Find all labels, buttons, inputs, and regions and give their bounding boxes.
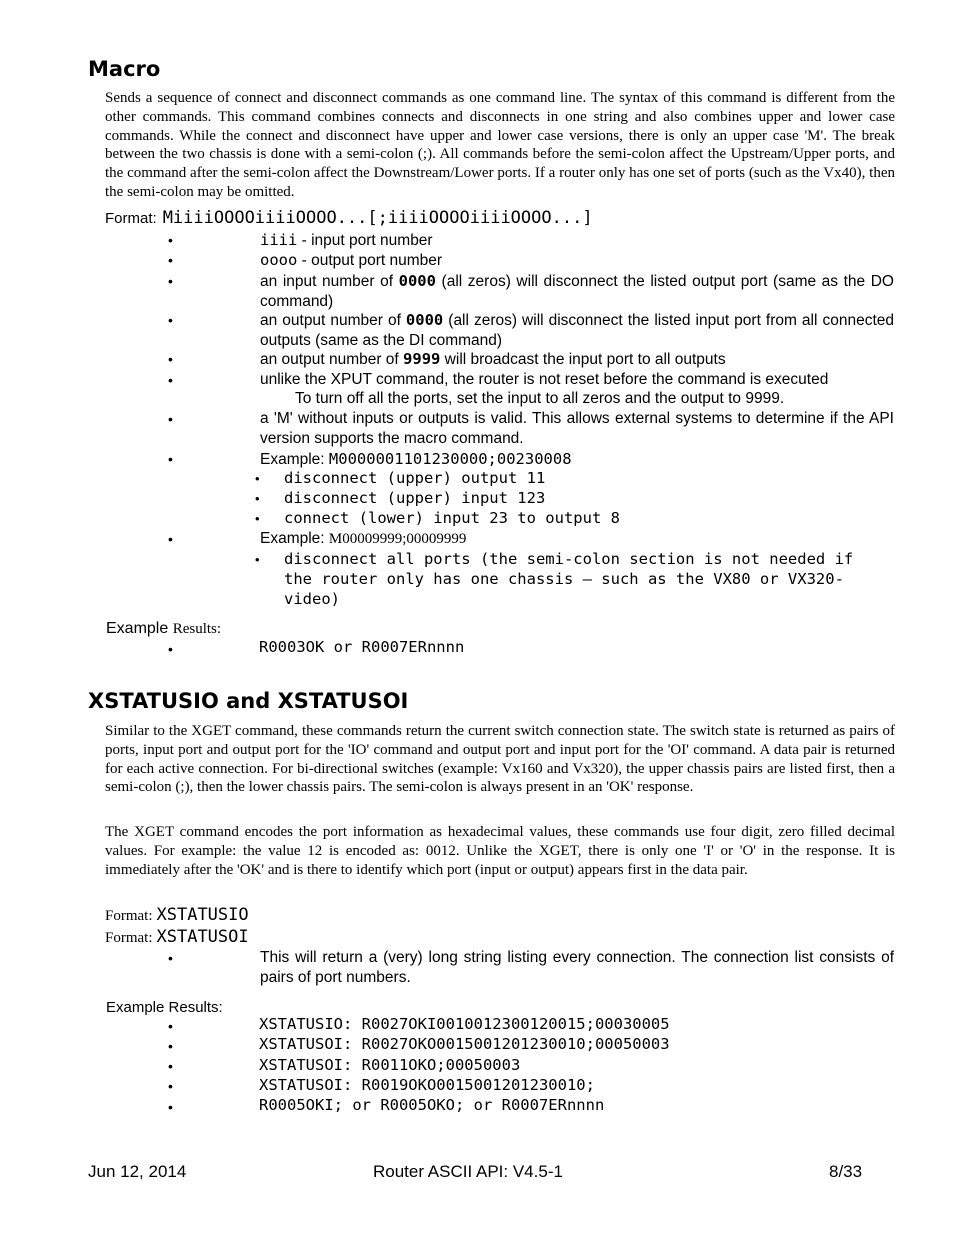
section-heading-xstatus: XSTATUSIO and XSTATUSOI — [88, 689, 409, 713]
xstatus-format-oi: Format: XSTATUSOI — [105, 927, 249, 947]
list-item-xput-note: unlike the XPUT command, the router is not reset before the command is executed — [260, 371, 829, 388]
footer-title: Router ASCII API: V4.5-1 — [373, 1162, 563, 1181]
bullet-glyph: • — [168, 1038, 173, 1054]
bullet-glyph: • — [168, 1018, 173, 1034]
bullet-glyph: • — [168, 1099, 173, 1115]
list-item-example-1: Example: M0000001101230000;00230008 — [260, 450, 572, 468]
sub-bullet-glyph: • — [255, 471, 260, 486]
bullet-glyph: • — [168, 641, 173, 657]
list-item-zero-output: an output number of 0000 (all zeros) will disconnect the listed input port from all connected outputs (same as the DI command) — [260, 311, 894, 349]
xstatus-paragraph-2: The XGET command encodes the port information as hexadecimal values, these commands use four digit, zero filled decimal values. For example: the value 12 is encoded as: 0012. Unlike the XGET, there is only one 'I' or 'O' in the response. It is immediately after the 'OK' and is there to identify which port (input or output) appears first in the data pair. — [105, 824, 895, 878]
example-2-step-line: disconnect all ports (the semi-colon section is not needed if — [284, 550, 854, 568]
bullet-glyph: • — [168, 950, 173, 966]
bullet-glyph: • — [168, 451, 173, 467]
example-1-step: disconnect (upper) input 123 — [284, 489, 546, 507]
list-item-zero-input: an input number of 0000 (all zeros) will disconnect the listed output port (same as the DO command) — [260, 272, 894, 310]
bullet-glyph: • — [168, 273, 173, 289]
bullet-glyph: • — [168, 232, 173, 248]
bullet-glyph: • — [168, 312, 173, 328]
bullet-glyph: • — [168, 252, 173, 268]
xstatus-note: This will return a (very) long string listing every connection. The connection list consists of pairs of port numbers. — [260, 949, 894, 986]
sub-bullet-glyph: • — [255, 491, 260, 506]
format-label: Format: — [105, 210, 157, 227]
bullet-glyph: • — [168, 1078, 173, 1094]
xput-subnote: To turn off all the ports, set the input to all zeros and the output to 9999. — [295, 390, 785, 407]
xstatus-result: R0005OKI; or R0005OKO; or R0007ERnnnn — [259, 1096, 605, 1114]
xstatus-format-io: Format: XSTATUSIO — [105, 905, 249, 925]
bullet-glyph: • — [168, 411, 173, 427]
xstatus-result: XSTATUSOI: R0011OKO;00050003 — [259, 1056, 521, 1074]
macro-results-label: Example Results: — [106, 620, 222, 637]
list-item-output-port: oooo - output port number — [260, 251, 443, 269]
example-2-step-line: the router only has one chassis – such as the VX80 or VX320- — [284, 570, 844, 588]
list-item-broadcast: an output number of 9999 will broadcast the input port to all outputs — [260, 350, 726, 368]
footer-date: Jun 12, 2014 — [88, 1162, 187, 1181]
sub-bullet-glyph: • — [255, 552, 260, 567]
bullet-glyph: • — [168, 531, 173, 547]
footer-page-number: 8/33 — [829, 1162, 863, 1181]
macro-result-value: R0003OK or R0007ERnnnn — [259, 638, 465, 656]
xstatus-result: XSTATUSIO: R0027OKI0010012300120015;00030005 — [259, 1015, 670, 1033]
example-1-step: connect (lower) input 23 to output 8 — [284, 509, 620, 527]
xstatus-result: XSTATUSOI: R0019OKO0015001201230010; — [259, 1076, 595, 1094]
format-syntax: MiiiiOOOOiiiiOOOO...[;iiiiOOOOiiiiOOOO...] — [162, 208, 593, 228]
bullet-glyph: • — [168, 372, 173, 388]
list-item-input-port: iiii - input port number — [260, 231, 433, 249]
list-item-empty-macro: a 'M' without inputs or outputs is valid. This allows external systems to determine if the API version supports the macro command. — [260, 410, 894, 447]
bullet-glyph: • — [168, 351, 173, 367]
xstatus-paragraph-1: Similar to the XGET command, these commands return the current switch connection state. The switch state is returned as pairs of ports, input port and output port for the 'IO' command and output port and input port for the 'OI' command. A data pair is returned for each active connection. For bi-directional switches (example: Vx160 and Vx320), the upper chassis pairs are listed first, then a semi-colon (;), then the lower chassis pairs. The semi-colon is always present in an 'OK' response. — [105, 723, 895, 796]
xstatus-results-label: Example Results: — [106, 999, 223, 1016]
macro-format-line — [105, 208, 593, 228]
list-item-example-2: Example: M00009999;00009999 — [260, 530, 467, 547]
section-heading-macro: Macro — [88, 57, 161, 81]
bullet-glyph: • — [168, 1058, 173, 1074]
xstatus-result: XSTATUSOI: R0027OKO0015001201230010;00050003 — [259, 1035, 670, 1053]
example-2-step-line: video) — [284, 590, 340, 608]
macro-description: Sends a sequence of connect and disconnect commands as one command line. The syntax of this command is different from the other commands. This command combines connects and disconnects in one string and also combines upper and lower case commands. While the connect and disconnect have upper and lower case versions, there is only an upper case 'M'. The break between the two chassis is done with a semi-colon (;). All commands before the semi-colon affect the Upstream/Upper ports, and the command after the semi-colon affect the Downstream/Lower ports. If a router only has one set of ports (such as the Vx40), then the semi-colon may be omitted. — [105, 90, 895, 200]
example-1-step: disconnect (upper) output 11 — [284, 469, 546, 487]
sub-bullet-glyph: • — [255, 511, 260, 526]
